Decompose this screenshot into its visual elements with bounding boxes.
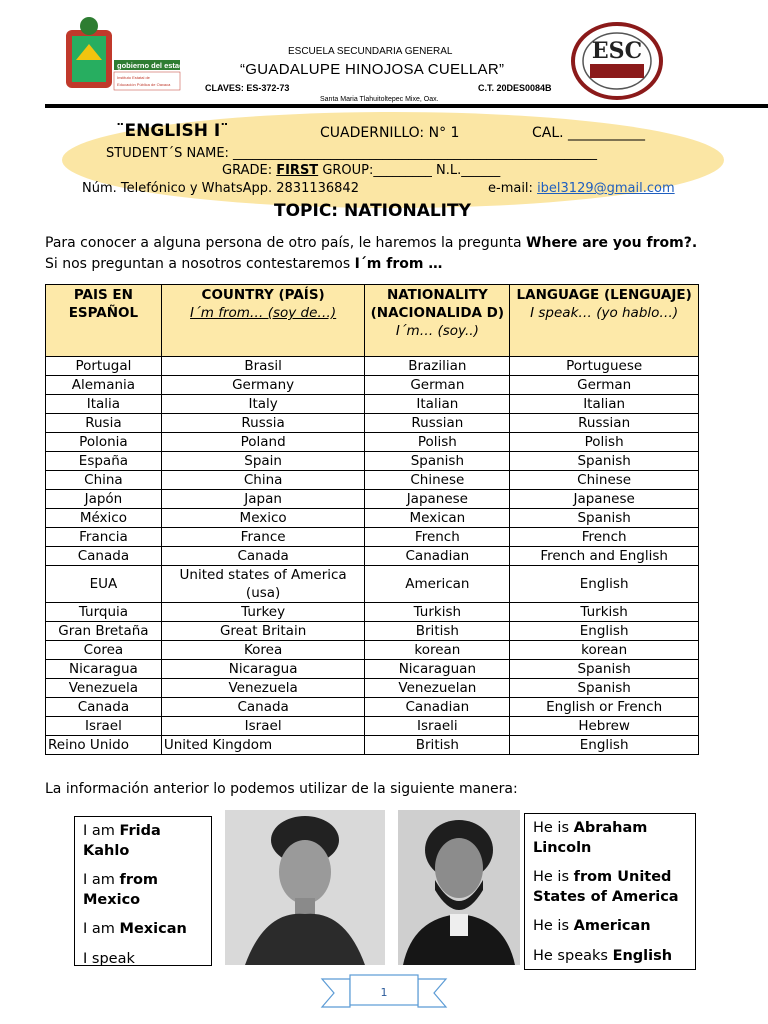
table-cell: Great Britain bbox=[161, 622, 365, 641]
table-cell: Portugal bbox=[46, 357, 162, 376]
table-cell: korean bbox=[365, 641, 510, 660]
table-row bbox=[46, 736, 699, 755]
frida-bold-text: from Mexico bbox=[83, 872, 159, 908]
table-cell: French bbox=[365, 528, 510, 547]
table-row bbox=[46, 622, 699, 641]
lincoln-plain-text: He is bbox=[533, 918, 574, 934]
table-cell: English bbox=[510, 622, 699, 641]
table-cell: Italian bbox=[365, 395, 510, 414]
student-name-field: STUDENT´S NAME: ________________________________________________________ bbox=[106, 146, 598, 161]
cuadernillo-label: CUADERNILLO: N° 1 bbox=[320, 125, 460, 141]
table-cell: Brasil bbox=[161, 357, 365, 376]
table-cell: Venezuela bbox=[46, 679, 162, 698]
table-header-language: LANGUAGE (LENGUAJE) I speak… (yo hablo…) bbox=[510, 285, 699, 357]
table-row bbox=[46, 603, 699, 622]
table-cell: Russian bbox=[510, 414, 699, 433]
table-cell: English or French bbox=[510, 698, 699, 717]
table-row bbox=[46, 679, 699, 698]
table-cell: British bbox=[365, 736, 510, 755]
table-cell: Polish bbox=[510, 433, 699, 452]
lincoln-example-box bbox=[524, 813, 696, 970]
table-cell: Poland bbox=[161, 433, 365, 452]
table-cell: México bbox=[46, 509, 162, 528]
table-cell: Canadian bbox=[365, 698, 510, 717]
school-ct: C.T. 20DES0084B bbox=[478, 83, 552, 93]
table-cell: Israeli bbox=[365, 717, 510, 736]
intro-paragraph bbox=[45, 233, 705, 275]
frida-plain-text: I am bbox=[83, 921, 120, 937]
table-cell: Portuguese bbox=[510, 357, 699, 376]
table-row bbox=[46, 641, 699, 660]
frida-line bbox=[83, 920, 203, 940]
table-cell: Turkey bbox=[161, 603, 365, 622]
table-cell: Chinese bbox=[365, 471, 510, 490]
lincoln-bold-text: English bbox=[612, 947, 673, 964]
table-cell: German bbox=[510, 376, 699, 395]
intro-bold-2: I´m from … bbox=[354, 256, 443, 272]
table-cell: French bbox=[510, 528, 699, 547]
frida-line bbox=[83, 950, 203, 967]
table-cell: Spain bbox=[161, 452, 365, 471]
table-row bbox=[46, 490, 699, 509]
course-title: ¨ENGLISH I¨ bbox=[116, 121, 229, 141]
table-cell: Spanish bbox=[510, 509, 699, 528]
table-cell: Turquia bbox=[46, 603, 162, 622]
intro-text-1: Para conocer a alguna persona de otro país, le haremos la pregunta bbox=[45, 235, 527, 251]
table-header-pais: PAIS EN ESPAÑOL bbox=[46, 285, 162, 357]
table-cell: Rusia bbox=[46, 414, 162, 433]
phone-line: Núm. Telefónico y WhatsApp. 2831136842 bbox=[82, 181, 359, 196]
abraham-lincoln-photo bbox=[398, 810, 520, 965]
table-cell: Korea bbox=[161, 641, 365, 660]
table-cell: Corea bbox=[46, 641, 162, 660]
table-cell: Nicaragua bbox=[46, 660, 162, 679]
table-cell: Reino Unido bbox=[46, 736, 162, 755]
table-cell: Israel bbox=[161, 717, 365, 736]
page-number: 1 bbox=[380, 986, 388, 999]
frida-plain-text: I am bbox=[83, 872, 120, 888]
usage-sentence: La información anterior lo podemos utilizar de la siguiente manera: bbox=[45, 781, 518, 797]
table-cell: Spanish bbox=[365, 452, 510, 471]
table-cell: Germany bbox=[161, 376, 365, 395]
lincoln-plain-text: He is bbox=[533, 869, 574, 885]
table-row bbox=[46, 452, 699, 471]
table-cell: American bbox=[365, 566, 510, 603]
frida-kahlo-photo bbox=[225, 810, 385, 965]
table-row bbox=[46, 414, 699, 433]
table-header-nationality: NATIONALITY (NACIONALIDA D) I´m… (soy..) bbox=[365, 285, 510, 357]
esc-logo-text: ESC bbox=[591, 38, 643, 64]
frida-plain-text: I speak bbox=[83, 950, 135, 966]
school-esc-logo bbox=[570, 22, 665, 100]
table-cell: Japón bbox=[46, 490, 162, 509]
gov-logo-text: gobierno del estado bbox=[117, 61, 189, 70]
table-cell: France bbox=[161, 528, 365, 547]
intro-bold-1: Where are you from?. bbox=[526, 235, 698, 251]
table-cell: Japan bbox=[161, 490, 365, 509]
lincoln-plain-text: He is bbox=[533, 820, 574, 836]
table-row bbox=[46, 376, 699, 395]
table-row bbox=[46, 660, 699, 679]
frida-plain-text: I am bbox=[83, 823, 120, 839]
table-cell: Canadian bbox=[365, 547, 510, 566]
table-cell: United Kingdom bbox=[161, 736, 365, 755]
table-cell: Israel bbox=[46, 717, 162, 736]
frida-bold-text: Mexican bbox=[119, 921, 187, 937]
table-cell: Canada bbox=[161, 547, 365, 566]
table-row bbox=[46, 717, 699, 736]
intro-text-2: Si nos preguntan a nosotros contestaremos bbox=[45, 256, 355, 272]
school-claves: CLAVES: ES-372-73 bbox=[205, 83, 290, 93]
grade-group-line bbox=[222, 163, 500, 178]
table-header-country: COUNTRY (PAÍS) I´m from… (soy de…) bbox=[161, 285, 365, 357]
table-cell: Venezuelan bbox=[365, 679, 510, 698]
group-nl-field: GROUP:_________ N.L.______ bbox=[318, 163, 501, 178]
lincoln-line bbox=[533, 917, 687, 937]
table-cell: Venezuela bbox=[161, 679, 365, 698]
school-name: “GUADALUPE HINOJOSA CUELLAR” bbox=[240, 61, 505, 78]
frida-example-box bbox=[74, 816, 212, 966]
table-cell: Japanese bbox=[510, 490, 699, 509]
email-label: e-mail: bbox=[488, 181, 538, 196]
table-row bbox=[46, 509, 699, 528]
table-cell: España bbox=[46, 452, 162, 471]
table-cell: Mexico bbox=[161, 509, 365, 528]
table-cell: Nicaragua bbox=[161, 660, 365, 679]
table-cell: English bbox=[510, 566, 699, 603]
lincoln-line bbox=[533, 819, 687, 858]
table-cell: Canada bbox=[46, 547, 162, 566]
table-cell: Russia bbox=[161, 414, 365, 433]
government-logo bbox=[62, 16, 192, 96]
table-cell: Canada bbox=[46, 698, 162, 717]
table-cell: Brazilian bbox=[365, 357, 510, 376]
table-cell: Russian bbox=[365, 414, 510, 433]
table-cell: China bbox=[161, 471, 365, 490]
table-cell: British bbox=[365, 622, 510, 641]
grade-score-field: CAL. ___________ bbox=[532, 125, 646, 141]
table-cell: Polish bbox=[365, 433, 510, 452]
topic-heading: TOPIC: NATIONALITY bbox=[274, 201, 471, 221]
table-cell: Hebrew bbox=[510, 717, 699, 736]
table-cell: Chinese bbox=[510, 471, 699, 490]
school-type: ESCUELA SECUNDARIA GENERAL bbox=[288, 46, 453, 57]
table-row bbox=[46, 357, 699, 376]
table-cell: Spanish bbox=[510, 452, 699, 471]
table-cell: Japanese bbox=[365, 490, 510, 509]
table-cell: Spanish bbox=[510, 660, 699, 679]
grade-value: FIRST bbox=[276, 163, 319, 178]
table-row bbox=[46, 395, 699, 414]
table-cell: Canada bbox=[161, 698, 365, 717]
table-row bbox=[46, 547, 699, 566]
lincoln-plain-text: He speaks bbox=[533, 947, 613, 964]
table-cell: EUA bbox=[46, 566, 162, 603]
frida-bold-text: Frida Kahlo bbox=[83, 823, 161, 859]
frida-line bbox=[83, 871, 203, 910]
email-link[interactable]: ibel3129@gmail.com bbox=[537, 181, 675, 196]
table-cell: German bbox=[365, 376, 510, 395]
lincoln-bold-text: Abraham Lincoln bbox=[533, 820, 648, 856]
table-cell: Gran Bretaña bbox=[46, 622, 162, 641]
nationality-table bbox=[45, 284, 699, 755]
svg-text:Instituto Estatal de: Instituto Estatal de bbox=[117, 75, 150, 80]
table-cell: Polonia bbox=[46, 433, 162, 452]
table-cell: Italian bbox=[510, 395, 699, 414]
table-cell: United states of America (usa) bbox=[161, 566, 365, 603]
table-cell: Italy bbox=[161, 395, 365, 414]
email-line bbox=[488, 181, 675, 196]
table-row bbox=[46, 698, 699, 717]
lincoln-bold-text: American bbox=[573, 918, 651, 934]
lincoln-line bbox=[533, 868, 687, 907]
lincoln-bold-text: from United States of America bbox=[533, 869, 679, 905]
table-cell: Turkish bbox=[510, 603, 699, 622]
lincoln-line bbox=[533, 947, 687, 967]
table-cell: English bbox=[510, 736, 699, 755]
school-town: Santa Maria Tlahuitoltepec Mixe, Oax. bbox=[320, 96, 439, 103]
table-cell: Spanish bbox=[510, 679, 699, 698]
table-cell: Mexican bbox=[365, 509, 510, 528]
table-cell: Turkish bbox=[365, 603, 510, 622]
table-cell: Italia bbox=[46, 395, 162, 414]
table-body bbox=[46, 357, 699, 755]
table-row bbox=[46, 566, 699, 603]
table-cell: korean bbox=[510, 641, 699, 660]
table-cell: China bbox=[46, 471, 162, 490]
frida-line bbox=[83, 822, 203, 861]
table-cell: Francia bbox=[46, 528, 162, 547]
table-row bbox=[46, 471, 699, 490]
header-rule bbox=[45, 104, 768, 108]
grade-label: GRADE: bbox=[222, 163, 277, 178]
table-cell: Alemania bbox=[46, 376, 162, 395]
table-row bbox=[46, 528, 699, 547]
table-cell: French and English bbox=[510, 547, 699, 566]
table-row bbox=[46, 433, 699, 452]
table-cell: Nicaraguan bbox=[365, 660, 510, 679]
svg-text:Educación Pública de Oaxaca: Educación Pública de Oaxaca bbox=[117, 82, 171, 87]
